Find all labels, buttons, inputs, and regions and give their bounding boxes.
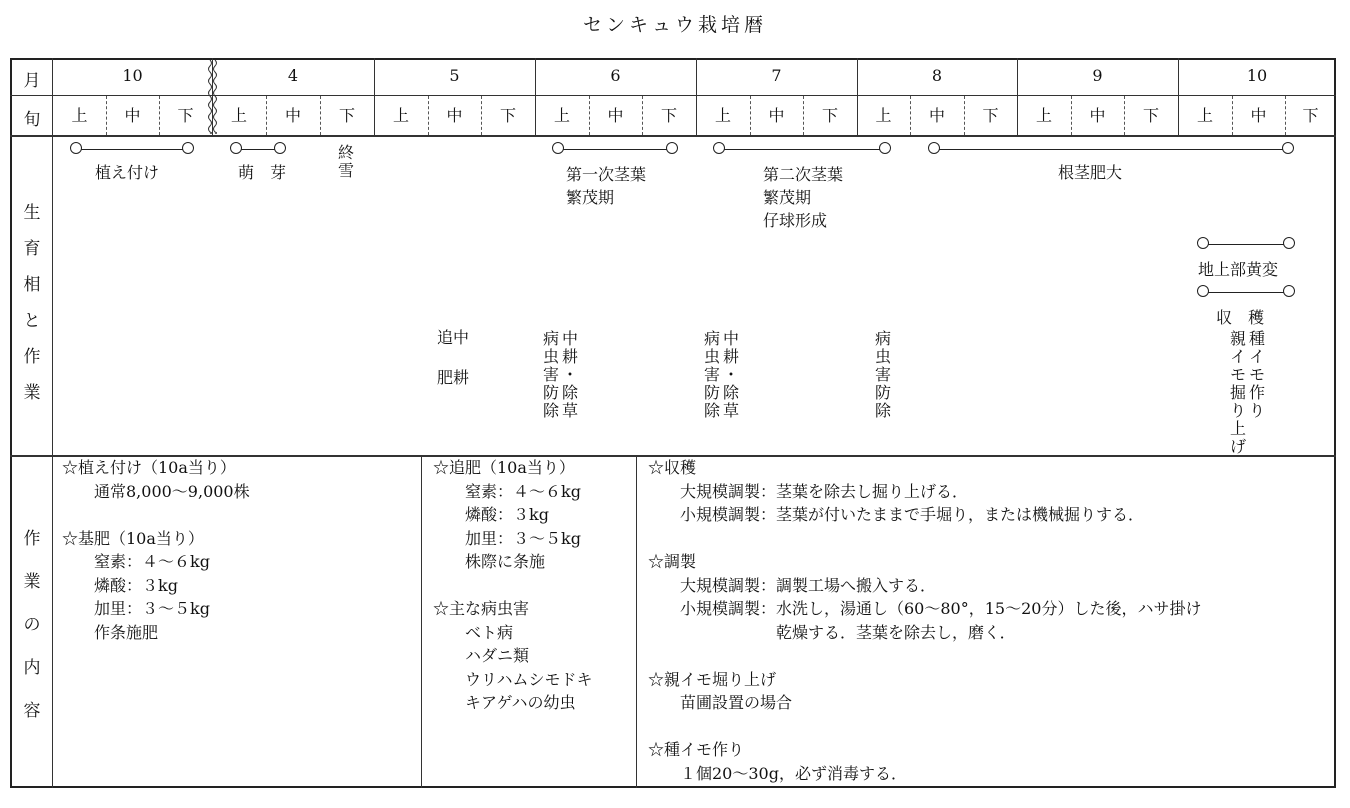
period-label: 下 xyxy=(177,106,194,125)
sprouting-bar xyxy=(230,142,286,156)
month-label: 7 xyxy=(771,66,782,85)
month-label: 10 xyxy=(1246,66,1268,85)
stage2-label: 第二次茎葉 繁茂期 仔球形成 xyxy=(763,165,844,230)
period-label: 上 xyxy=(714,106,731,125)
period-row-label: 旬 xyxy=(23,110,41,130)
period-label: 上 xyxy=(392,106,409,125)
planting-bar xyxy=(70,142,194,156)
period-label: 中 xyxy=(124,106,141,125)
period-label: 中 xyxy=(928,106,945,125)
period-label: 下 xyxy=(499,106,516,125)
pest-control-july: 病 虫 害 防 除 xyxy=(703,329,720,420)
period-label: 上 xyxy=(71,106,88,125)
period-label: 中 xyxy=(1089,106,1106,125)
row-divider xyxy=(10,135,1336,137)
month-label: 10 xyxy=(122,66,143,85)
page-title: センキュウ栽培暦 xyxy=(582,14,767,36)
planting-label: 植え付け xyxy=(95,163,160,182)
details-divider xyxy=(421,455,422,788)
period-label: 下 xyxy=(982,106,999,125)
month-label: 8 xyxy=(931,66,943,85)
month-label: 9 xyxy=(1092,66,1103,85)
weeding-july: 中 耕 ・ 除 草 xyxy=(722,329,739,420)
pest-control-aug: 病 虫 害 防 除 xyxy=(874,329,891,420)
last-snow-label: 終 雪 xyxy=(337,143,354,180)
period-label: 下 xyxy=(821,106,838,125)
period-label: 下 xyxy=(1142,106,1159,125)
weeding-june: 中 耕 ・ 除 草 xyxy=(561,329,578,420)
sprouting-label: 萌 芽 xyxy=(238,163,287,182)
month-row-label: 月 xyxy=(23,71,41,91)
period-label: 下 xyxy=(1302,106,1319,125)
period-label: 中 xyxy=(607,106,624,125)
stage1-label: 第一次茎葉 繁茂期 xyxy=(566,165,647,207)
period-label: 上 xyxy=(875,106,892,125)
rhizome-bar xyxy=(928,142,1294,156)
stage1-bar xyxy=(552,142,678,156)
details-planting-fertilizer: ☆植え付け（10a当り） 通常8,000～9,000株 ☆基肥（10a当り） 窒素：４～６kg 燐酸：３kg 加里：３～５kg 作条施肥 xyxy=(62,458,250,642)
period-label: 下 xyxy=(660,106,677,125)
growth-row-label: 生 育 相 と 作 業 xyxy=(23,203,41,403)
details-topdressing-pests: ☆追肥（10a当り） 窒素：４～６kg 燐酸：３kg 加里：３～５kg 株際に条施 ☆主な病虫害 ベト病 ハダニ類 ウリハムシモドキ キアゲハの幼虫 xyxy=(433,458,593,712)
harvest-label: 収 穫 xyxy=(1216,308,1265,327)
period-label: 中 xyxy=(1250,106,1267,125)
rhizome-label: 根茎肥大 xyxy=(1058,163,1123,182)
yellowing-label: 地上部黄変 xyxy=(1198,260,1279,279)
stage2-bar xyxy=(713,142,891,156)
details-divider xyxy=(636,455,637,788)
period-label: 下 xyxy=(338,106,355,125)
yellowing-bar xyxy=(1197,237,1295,251)
seed-tuber-making: 種 イ モ 作 り xyxy=(1248,329,1265,420)
pest-control-june: 病 虫 害 防 除 xyxy=(542,329,559,420)
fertilize-label-2: 肥耕 xyxy=(437,368,470,387)
month-label: 5 xyxy=(449,66,460,85)
harvest-bar xyxy=(1197,285,1295,299)
mother-tuber-digging: 親 イ モ 掘 り 上 げ xyxy=(1229,329,1246,456)
label-column-divider xyxy=(52,58,53,788)
period-label: 上 xyxy=(1196,106,1213,125)
period-label: 中 xyxy=(768,106,785,125)
details-row-label: 作 業 の 内 容 xyxy=(23,529,41,721)
month-label: 4 xyxy=(287,66,299,85)
fertilize-label: 追中 xyxy=(437,328,470,347)
details-harvest-processing: ☆収穫 大規模調製：茎葉を除去し掘り上げる． 小規模調製：茎葉が付いたままで手堀り，または機械掘りする． ☆調製 大規模調製：調製工場へ搬入する． 小規模調製：水洗し，湯通し（60～80°，15～20分）した後，ハサ掛け 乾燥する．茎葉を除去し，磨く． ☆親イモ堀り上げ 苗圃設置の場合 ☆種イモ作り １個20～30g，必ず消毒する． xyxy=(648,458,1202,783)
period-label: 上 xyxy=(553,106,570,125)
month-label: 6 xyxy=(610,66,621,85)
period-label: 上 xyxy=(1035,106,1052,125)
period-label: 中 xyxy=(284,106,301,125)
period-label: 中 xyxy=(446,106,463,125)
period-label: 上 xyxy=(230,106,247,125)
